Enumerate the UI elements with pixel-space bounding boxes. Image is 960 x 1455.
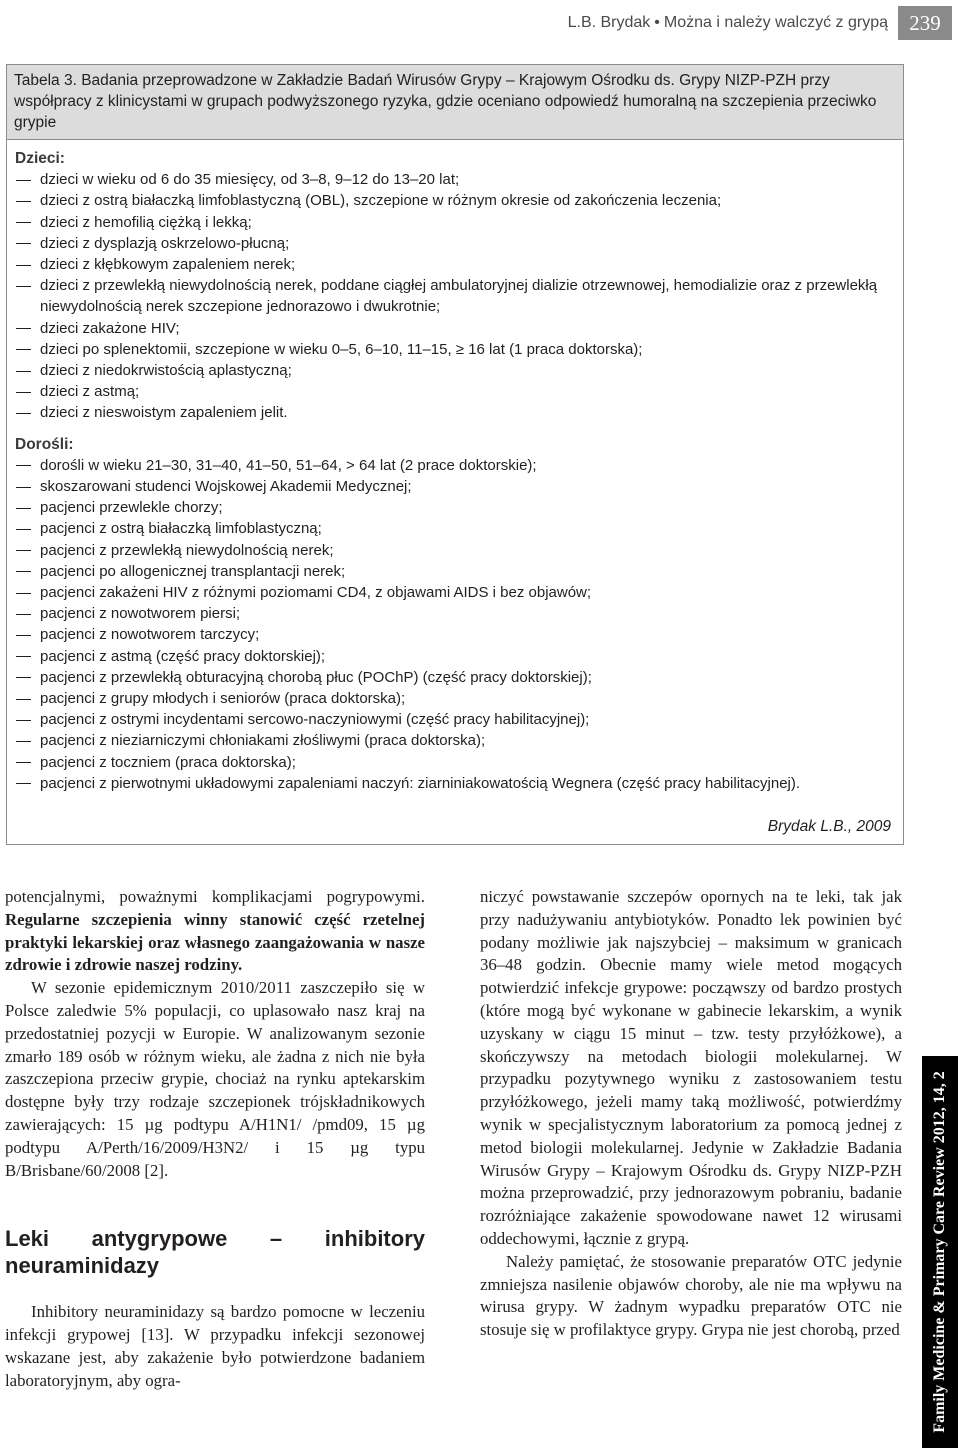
list-item: pacjenci z nowotworem tarczycy; — [15, 624, 895, 645]
list-item: pacjenci z przewlekłą obturacyjną chorobą płuc (POChP) (część pracy doktorskiej); — [15, 667, 895, 688]
left-paragraph-1 — [5, 886, 425, 977]
list-item: pacjenci przewlekle chorzy; — [15, 497, 895, 518]
list-item: dzieci z astmą; — [15, 381, 895, 402]
list-item: dzieci z kłębkowym zapaleniem nerek; — [15, 254, 895, 275]
list-item: pacjenci zakażeni HIV z różnymi poziomami CD4, z objawami AIDS i bez objawów; — [15, 582, 895, 603]
list-item: dzieci z ostrą białaczką limfoblastyczną (OBL), szczepione w różnym okresie od zakończenia leczenia; — [15, 190, 895, 211]
list-item: pacjenci z nieziarniczymi chłoniakami złośliwymi (praca doktorska); — [15, 730, 895, 751]
right-column — [480, 886, 902, 1342]
running-head-text — [568, 14, 898, 32]
list-item: dzieci po splenektomii, szczepione w wieku 0–5, 6–10, 11–15, ≥ 16 lat (1 praca doktorska); — [15, 339, 895, 360]
list-item: dzieci zakażone HIV; — [15, 318, 895, 339]
left-paragraph-1-bold: Regularne szczepienia winny stanowić część rzetelnej praktyki lekarskiej oraz własnego zaangażowania w nasze zdrowie i zdrowie naszej rodziny. — [5, 909, 425, 975]
left-column — [5, 886, 425, 1393]
list-item: pacjenci z ostrą białaczką limfoblastyczną; — [15, 518, 895, 539]
right-paragraph-1: niczyć powstawanie szczepów opornych na te leki, tak jak przy nadużywaniu antybiotyków. Ponadto lek powinien być podany możliwie jak najszybciej – maksimum w granicach 36–48 godzin. Obecnie mamy wiele metod mogących potwierdzić infekcje grypowe: począwszy od bardzo prostych (które mogą być wykonane w gabinecie lekarskim, a wynik uzyskany w ciągu 15 minut – tzw. testy przyłóżkowe), a skończywszy na metodach biologii molekularnej. W przypadku pozytywnego wyniku z zastosowaniem testu przyłóżkowego, jeżeli mamy taką możliwość, potwierdźmy wynik w specjalistycznym laboratorium za pomocą jednej z metod biologii molekularnej. Jedynie w Zakładzie Badania Wirusów Grypy – Krajowym Ośrodku ds. Grypy NIZP-PZH można przeprowadzić, przy jednorazowym pobraniu, badanie rozróżniające zakażenie spowodowane nawet 12 wirusami oddechowymi, łącznie z grypą. — [480, 887, 902, 1248]
list-item: pacjenci z ostrymi incydentami sercowo-naczyniowymi (część pracy habilitacyjnej); — [15, 709, 895, 730]
children-group — [15, 148, 895, 424]
list-item: dzieci z nieswoistym zapaleniem jelit. — [15, 402, 895, 423]
list-item: pacjenci z toczniem (praca doktorska); — [15, 752, 895, 773]
list-item: pacjenci po allogenicznej transplantacji nerek; — [15, 561, 895, 582]
list-item: dzieci z dysplazją oskrzelowo-płucną; — [15, 233, 895, 254]
list-item: skoszarowani studenci Wojskowej Akademii Medycznej; — [15, 476, 895, 497]
list-item: pacjenci z nowotworem piersi; — [15, 603, 895, 624]
table-body — [7, 140, 903, 814]
page-number: 239 — [898, 6, 952, 40]
children-list — [15, 169, 895, 423]
adults-list — [15, 455, 895, 794]
journal-sidebar — [922, 1056, 958, 1448]
list-item: dzieci z hemofilią ciężką i lekką; — [15, 212, 895, 233]
children-heading: Dzieci: — [15, 150, 65, 167]
list-item: dzieci z przewlekłą niewydolnością nerek, poddane ciągłej ambulatoryjnej dializie otrzewnowej, hemodializie oraz z przewlekłą niewydolnością nerek szczepione jednorazowo i dwukrotnie; — [15, 275, 895, 317]
list-item: pacjenci z przewlekłą niewydolnością nerek; — [15, 540, 895, 561]
adults-heading: Dorośli: — [15, 435, 74, 453]
running-head-authors: L.B. Brydak — [567, 14, 651, 31]
list-item: pacjenci z pierwotnymi układowymi zapaleniami naczyń: ziarniniakowatością Wegnera (część pracy habilitacyjnej). — [15, 773, 895, 794]
left-paragraph-1-text: potencjalnymi, poważnymi komplikacjami pogrypowymi. — [5, 887, 425, 906]
table-source: Brydak L.B., 2009 — [767, 818, 891, 836]
left-paragraph-2: W sezonie epidemicznym 2010/2011 zaszczepiło się w Polsce zaledwie 5% populacji, co uplasowało nasz kraj na przedostatniej pozycji w Europie. W analizowanym sezonie zmarło 189 osób w różnym wieku, ale żadna z nich nie była zaszczepiona przeciw grypie, chociaż na rynku aptekarskim dostępne były trzy rodzaje szczepionek trójskładnikowych zawierających: 15 µg podtypu A/H1N1/ /pmd09, 15 µg podtypu A/Perth/16/2009/H3N2/ i 15 µg typu B/Brisbane/60/2008 [2]. — [5, 978, 425, 1180]
list-item: dzieci z niedokrwistością aplastyczną; — [15, 360, 895, 381]
section-heading: Leki antygrypowe – inhibitory neuraminidazy — [5, 1226, 425, 1279]
list-item: pacjenci z grupy młodych i seniorów (praca doktorska); — [15, 688, 895, 709]
list-item: dzieci w wieku od 6 do 35 miesięcy, od 3–8, 9–12 do 13–20 lat; — [15, 169, 895, 190]
table-3 — [6, 64, 904, 845]
running-head-bullet: • — [654, 14, 660, 31]
running-head — [568, 6, 952, 40]
adults-group — [15, 434, 895, 794]
left-paragraph-3: Inhibitory neuraminidazy są bardzo pomocne w leczeniu infekcji grypowej [13]. W przypadku infekcji sezonowej wskazane jest, aby zakażenie było potwierdzone badaniem laboratoryjnym, aby ogra- — [5, 1302, 425, 1390]
table-caption: Tabela 3. Badania przeprowadzone w Zakładzie Badań Wirusów Grypy – Krajowym Ośrodku ds. Grypy NIZP-PZH przy współpracy z klinicystami w grupach podwyższonego ryzyka, gdzie oceniano odpowiedź humoralną na szczepienia przeciwko grypie — [7, 65, 903, 140]
list-item: dorośli w wieku 21–30, 31–40, 41–50, 51–64, > 64 lat (2 prace doktorskie); — [15, 455, 895, 476]
running-head-title: Można i należy walczyć z grypą — [663, 14, 888, 31]
right-paragraph-2: Należy pamiętać, że stosowanie preparatów OTC jedynie zmniejsza nasilenie objawów choroby, ale nie ma wpływu na wirusa grypy. W żadnym wypadku preparatów OTC nie stosuje się w profilaktyce grypy. Grypa nie jest chorobą, przed — [480, 1251, 902, 1340]
list-item: pacjenci z astmą (część pracy doktorskiej); — [15, 646, 895, 667]
journal-name: Family Medicine & Primary Care Review 2012, 14, 2 — [931, 1071, 948, 1433]
